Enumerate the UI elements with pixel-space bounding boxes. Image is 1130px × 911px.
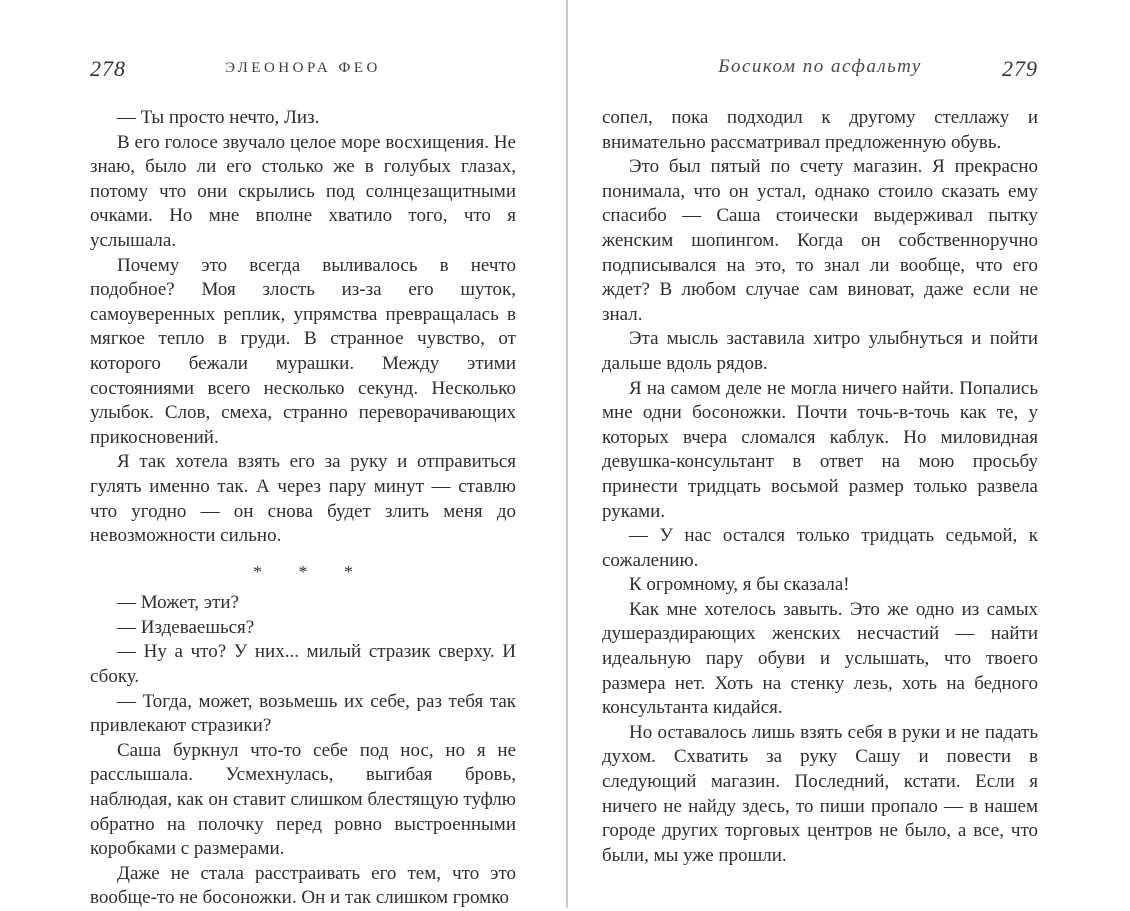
paragraph: Это был пятый по счету магазин. Я прекрасно понимала, что он устал, однако стоило сказать ему спасибо — Саша стоически выдерживал пытку женским шопингом. Когда он собственноручно подписывался на это, то знал ли вообще, что его ждет? В любом случае сам виноват, даже если не знал. <box>602 156 1038 325</box>
page-text-right <box>602 106 1038 868</box>
paragraph: — Ты просто нечто, Лиз. <box>117 107 320 128</box>
paragraph: — Издеваешься? <box>117 616 255 638</box>
paragraph: В его голосе звучало целое море восхищения. Не знаю, было ли его столько же в голубых глазах, потому что они скрылись под солнцезащитными очками. Но мне вполне хватило того, что я услышала. <box>90 131 516 251</box>
paragraph: — Ну а что? У них... милый стразик сверху. И сбоку. <box>90 641 516 688</box>
paragraph: Но оставалось лишь взять себя в руки и не падать духом. Схватить за руку Сашу и повести в следующий магазин. Последний, кстати. Если я ничего не найду здесь, то пиши пропало — в нашем городе других торговых центров не было, а все, что были, мы уже прошли. <box>602 721 1038 866</box>
book-page-left <box>0 0 566 908</box>
page-number-left: 278 <box>90 56 126 81</box>
paragraph: Я так хотела взять его за руку и отправиться гулять именно так. А через пару минут — ставлю что угодно — он снова будет злить меня до невозможности сильно. <box>90 451 516 547</box>
running-header-book-title: Босиком по асфальту <box>718 56 922 77</box>
paragraph: — У нас остался только тридцать седьмой, к сожалению. <box>602 525 1038 571</box>
paragraph: — Тогда, может, возьмешь их себе, раз тебя так привлекают стразики? <box>90 690 516 737</box>
paragraph: Даже не стала расстраивать его тем, что это вообще-то не босоножки. Он и так слишком громко <box>90 862 516 909</box>
paragraph: К огромному, я бы сказала! <box>629 574 850 596</box>
page-text-left <box>90 106 516 911</box>
paragraph: сопел, пока подходил к другому стеллажу и внимательно рассматривал предложенную обувь. <box>602 107 1038 153</box>
paragraph: Я на самом деле не могла ничего найти. Попались мне одни босоножки. Почти точь-в-точь как те, у которых вчера сломался каблук. Но миловидная девушка-консультант в ответ на мою просьбу принести тридцать восьмой размер только развела руками. <box>602 377 1038 522</box>
paragraph: Эта мысль заставила хитро улыбнуться и пойти дальше вдоль рядов. <box>602 328 1038 374</box>
page-number-right: 279 <box>1002 56 1038 81</box>
running-head-right <box>602 56 1038 88</box>
running-head-left <box>90 56 516 88</box>
book-page-right <box>568 0 1130 908</box>
paragraph: Саша буркнул что-то себе под нос, но я не расслышала. Усмехнулась, выгибая бровь, наблюдая, как он ставит слишком блестящую туфлю обратно на полочку перед ровно выстроенными коробками с размерами. <box>90 739 516 860</box>
paragraph: — Может, эти? <box>117 592 239 614</box>
running-header-author: ЭЛЕОНОРА ФЕО <box>225 60 381 76</box>
paragraph: Почему это всегда выливалось в нечто подобное? Моя злость из-за его шуток, самоуверенных реплик, упрямства превращалась в мягкое тепло в груди. В странное чувство, от которого бежали мурашки. Между этими состояниями всего несколько секунд. Несколько улыбок. Слов, смеха, странно переворачивающих прикосновений. <box>90 254 516 448</box>
section-separator: * * * <box>253 561 369 582</box>
paragraph: Как мне хотелось завыть. Это же одно из самых душераздирающих женских несчастий — найти идеальную пару обуви и услышать, что твоего размера нет. Хоть на стенку лезь, хоть на бедного консультанта кидайся. <box>602 598 1038 719</box>
